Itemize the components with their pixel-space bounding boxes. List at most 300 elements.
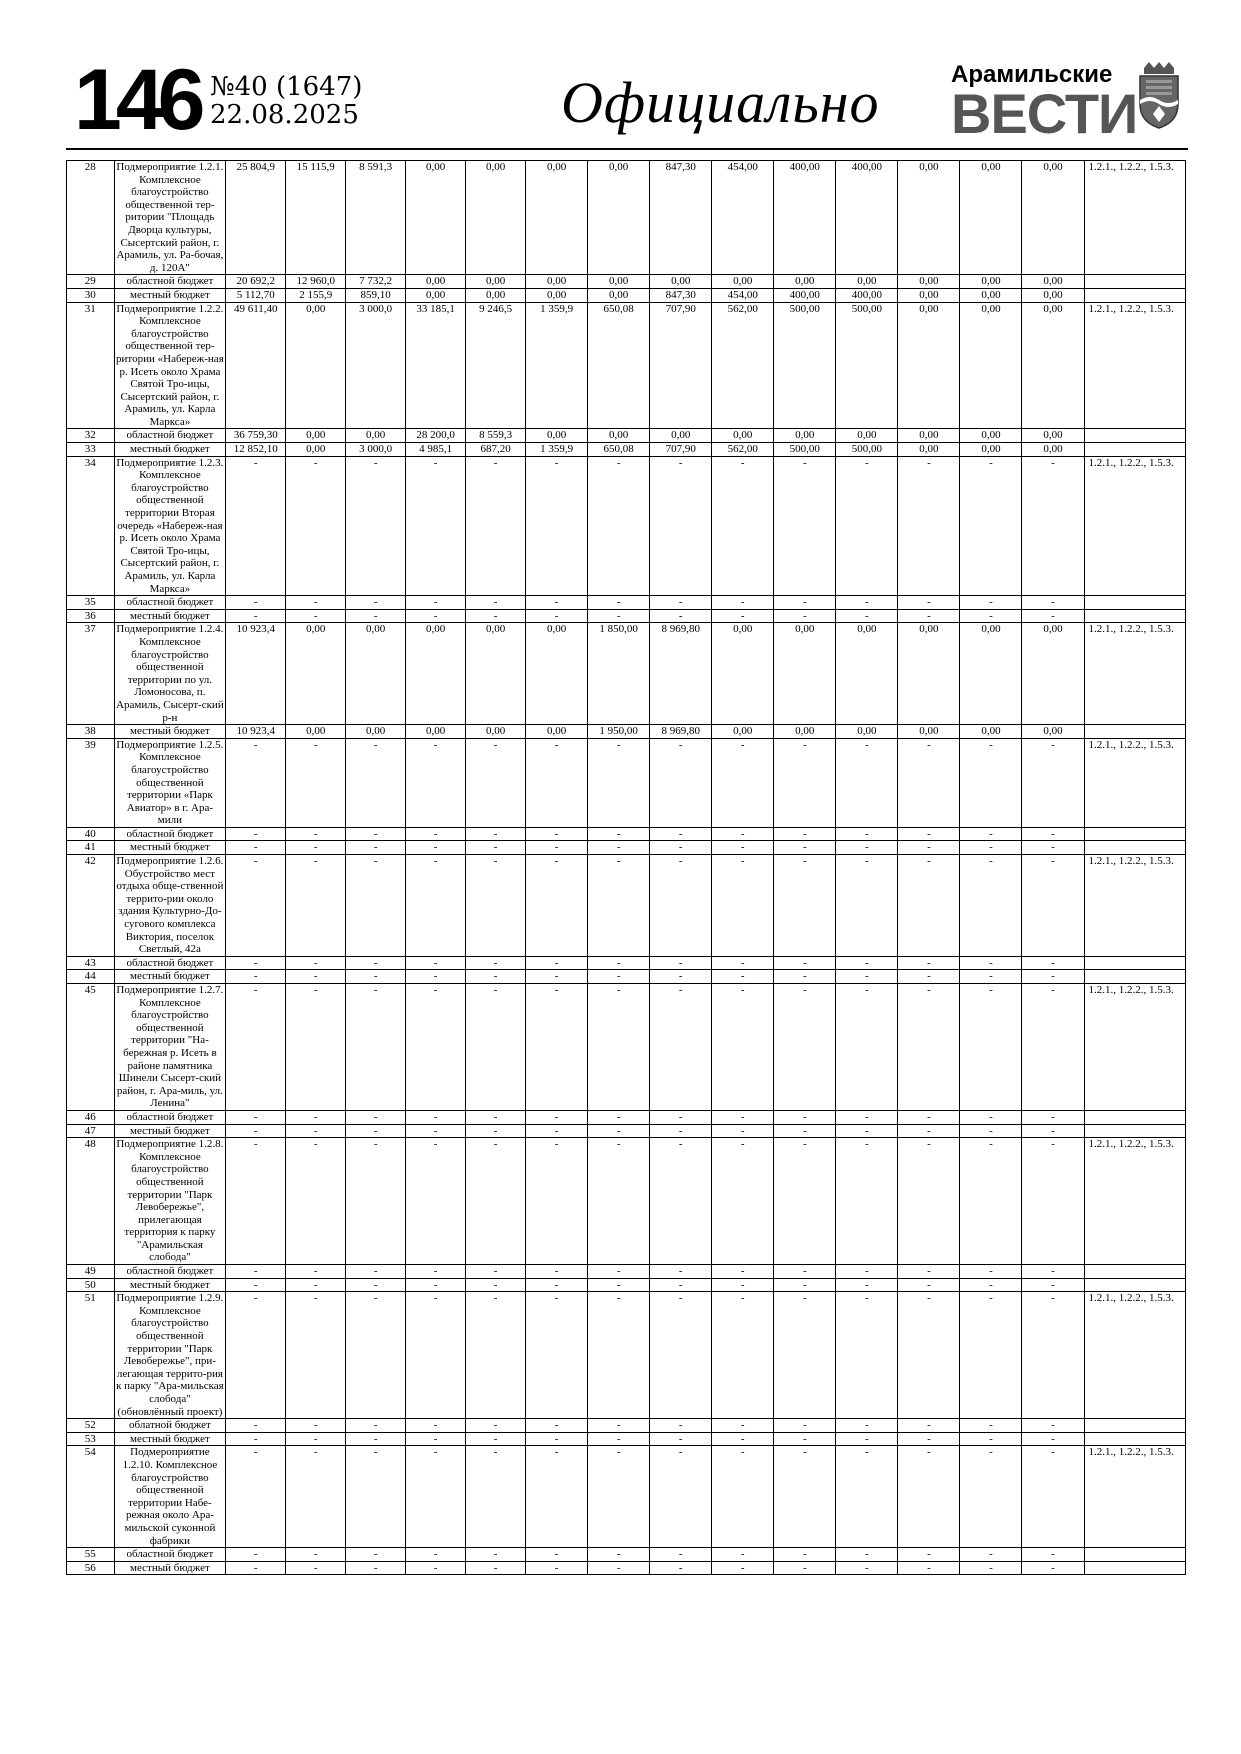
value-cell: - [960,956,1022,970]
value-cell: - [406,1124,466,1138]
value-cell: - [526,1561,588,1575]
row-name: Подмероприятие 1.2.10. Комплексное благоустройство общественной территории Набе-режная около Ара-мильской суконной фабрики [114,1446,226,1548]
row-number: 42 [67,855,115,957]
value-cell: - [898,970,960,984]
target-links [1084,725,1185,739]
value-cell: 650,08 [588,302,650,429]
value-cell: - [774,841,836,855]
value-cell: - [836,855,898,957]
value-cell: - [898,1292,960,1419]
value-cell: - [406,1265,466,1279]
value-cell: - [650,984,712,1111]
row-name: Подмероприятие 1.2.7. Комплексное благоустройство общественной территории "На-бережная р. Исеть в районе памятника Шинели Сысерт-ский район, г. Ара-миль, ул. Ленина" [114,984,226,1111]
value-cell: - [526,1432,588,1446]
table-row [67,970,1186,984]
value-cell: - [466,1446,526,1548]
value-cell: - [588,596,650,610]
table-body [67,161,1186,1575]
table-row [67,1124,1186,1138]
newspaper-logo [951,61,1138,145]
value-cell: - [960,1265,1022,1279]
value-cell: - [226,1561,286,1575]
table-row [67,456,1186,596]
value-cell: - [774,855,836,957]
value-cell: - [650,956,712,970]
target-links: 1.2.1., 1.2.2., 1.5.3. [1084,1292,1185,1419]
value-cell: - [226,1432,286,1446]
value-cell: - [898,609,960,623]
value-cell: - [898,1561,960,1575]
value-cell: 0,00 [286,725,346,739]
table-row [67,1110,1186,1124]
value-cell: - [774,1292,836,1419]
value-cell: - [1022,984,1084,1111]
row-name: местный бюджет [114,288,226,302]
value-cell: - [526,1124,588,1138]
target-links [1084,1548,1185,1562]
value-cell: 25 804,9 [226,161,286,275]
value-cell: - [466,1138,526,1265]
value-cell: - [712,1110,774,1124]
value-cell: - [712,456,774,596]
value-cell: - [650,1265,712,1279]
target-links: 1.2.1., 1.2.2., 1.5.3. [1084,1138,1185,1265]
value-cell: - [1022,1432,1084,1446]
value-cell: - [898,855,960,957]
table-row [67,1561,1186,1575]
value-cell: - [286,1548,346,1562]
value-cell: 562,00 [712,302,774,429]
value-cell: 707,90 [650,443,712,457]
value-cell: 0,00 [466,288,526,302]
value-cell: - [466,855,526,957]
value-cell: - [774,1110,836,1124]
value-cell: 0,00 [960,161,1022,275]
value-cell: - [526,827,588,841]
value-cell: - [226,596,286,610]
value-cell: 0,00 [588,429,650,443]
value-cell: 0,00 [406,288,466,302]
value-cell: - [466,956,526,970]
value-cell: 0,00 [898,443,960,457]
value-cell: - [588,855,650,957]
row-name: Подмероприятие 1.2.4. Комплексное благоустройство общественной территории по ул. Ломоносова, п. Арамиль, Сысерт-ский р-н [114,623,226,725]
value-cell: - [286,738,346,827]
value-cell: - [286,855,346,957]
value-cell: - [226,1548,286,1562]
value-cell: - [960,841,1022,855]
value-cell: 0,00 [836,623,898,725]
value-cell: - [898,456,960,596]
value-cell: 0,00 [712,725,774,739]
value-cell: - [466,1292,526,1419]
value-cell: - [466,1124,526,1138]
row-number: 51 [67,1292,115,1419]
row-name: местный бюджет [114,443,226,457]
value-cell: 847,30 [650,161,712,275]
row-number: 45 [67,984,115,1111]
value-cell: - [650,1124,712,1138]
value-cell: - [226,456,286,596]
value-cell: - [226,1419,286,1433]
value-cell: - [650,827,712,841]
target-links [1084,841,1185,855]
value-cell: - [286,1432,346,1446]
value-cell: - [774,596,836,610]
value-cell: 0,00 [346,725,406,739]
value-cell: - [836,609,898,623]
value-cell: - [650,1278,712,1292]
value-cell: 500,00 [774,443,836,457]
value-cell: 7 732,2 [346,275,406,289]
row-number: 32 [67,429,115,443]
value-cell: 0,00 [712,275,774,289]
value-cell: - [406,1432,466,1446]
target-links: 1.2.1., 1.2.2., 1.5.3. [1084,984,1185,1111]
value-cell: - [712,956,774,970]
value-cell: 0,00 [466,275,526,289]
value-cell: 15 115,9 [286,161,346,275]
row-number: 50 [67,1278,115,1292]
value-cell: 0,00 [588,161,650,275]
value-cell: - [1022,1278,1084,1292]
value-cell: - [1022,841,1084,855]
value-cell: - [406,1446,466,1548]
budget-table [66,160,1186,1575]
value-cell: - [526,1110,588,1124]
row-number: 47 [67,1124,115,1138]
value-cell: - [836,1292,898,1419]
row-name: областной бюджет [114,956,226,970]
value-cell: 3 000,0 [346,443,406,457]
value-cell: - [960,596,1022,610]
table-row [67,738,1186,827]
value-cell: 1 359,9 [526,443,588,457]
value-cell: - [526,841,588,855]
value-cell: - [712,609,774,623]
value-cell: 0,00 [346,623,406,725]
value-cell: - [346,984,406,1111]
row-number: 39 [67,738,115,827]
value-cell: - [898,738,960,827]
target-links [1084,1561,1185,1575]
value-cell: - [466,827,526,841]
target-links [1084,288,1185,302]
row-name: областной бюджет [114,1265,226,1279]
row-name: Подмероприятие 1.2.5. Комплексное благоустройство общественной территории «Парк Авиатор» в г. Ара-мили [114,738,226,827]
value-cell: - [526,1265,588,1279]
value-cell: - [346,456,406,596]
table-row [67,1138,1186,1265]
value-cell: - [526,970,588,984]
value-cell: 8 559,3 [466,429,526,443]
value-cell: - [650,1419,712,1433]
value-cell: - [1022,1265,1084,1279]
value-cell: 454,00 [712,288,774,302]
value-cell: 0,00 [286,429,346,443]
value-cell: 0,00 [526,623,588,725]
value-cell: - [774,456,836,596]
value-cell: 0,00 [1022,288,1084,302]
value-cell: - [346,1432,406,1446]
value-cell: - [650,596,712,610]
target-links [1084,1110,1185,1124]
value-cell: - [1022,1292,1084,1419]
value-cell: - [712,1265,774,1279]
value-cell: 28 200,0 [406,429,466,443]
table-row [67,443,1186,457]
value-cell: - [588,1446,650,1548]
value-cell: - [960,855,1022,957]
value-cell: - [960,738,1022,827]
value-cell: - [226,1446,286,1548]
value-cell: - [650,841,712,855]
value-cell: - [1022,1138,1084,1265]
value-cell: - [346,1124,406,1138]
value-cell: 0,00 [1022,725,1084,739]
value-cell: - [898,1138,960,1265]
value-cell: 0,00 [526,161,588,275]
value-cell: - [898,1278,960,1292]
value-cell: - [406,596,466,610]
row-number: 52 [67,1419,115,1433]
value-cell: 0,00 [286,623,346,725]
table-row [67,275,1186,289]
value-cell: 0,00 [406,161,466,275]
value-cell: - [346,609,406,623]
value-cell: - [286,827,346,841]
logo-bottom-text: ВЕСТИ [951,82,1138,145]
value-cell: - [836,1124,898,1138]
value-cell: 0,00 [960,288,1022,302]
issue-number: №40 (1647) [210,72,363,102]
value-cell: - [898,596,960,610]
value-cell: - [466,1278,526,1292]
value-cell: 0,00 [1022,161,1084,275]
value-cell: 0,00 [466,725,526,739]
row-number: 55 [67,1548,115,1562]
target-links [1084,956,1185,970]
value-cell: - [526,1292,588,1419]
value-cell: 0,00 [526,429,588,443]
row-name: областной бюджет [114,596,226,610]
value-cell: 454,00 [712,161,774,275]
value-cell: - [650,1548,712,1562]
table-row [67,609,1186,623]
value-cell: 400,00 [836,161,898,275]
value-cell: - [588,1124,650,1138]
value-cell: - [466,1561,526,1575]
value-cell: - [466,609,526,623]
value-cell: - [526,855,588,957]
table-row [67,302,1186,429]
value-cell: - [836,456,898,596]
value-cell: - [406,1138,466,1265]
table-row [67,984,1186,1111]
value-cell: - [286,970,346,984]
value-cell: - [466,841,526,855]
value-cell: - [712,738,774,827]
row-name: местный бюджет [114,841,226,855]
value-cell: - [836,1265,898,1279]
value-cell: 847,30 [650,288,712,302]
row-number: 28 [67,161,115,275]
value-cell: - [774,970,836,984]
value-cell: - [588,1419,650,1433]
value-cell: - [226,738,286,827]
value-cell: 500,00 [836,302,898,429]
value-cell: - [588,456,650,596]
value-cell: - [836,1548,898,1562]
value-cell: 400,00 [774,288,836,302]
value-cell: - [286,1292,346,1419]
value-cell: - [836,1432,898,1446]
value-cell: 0,00 [898,623,960,725]
value-cell: - [346,970,406,984]
value-cell: - [588,1138,650,1265]
row-name: областной бюджет [114,1548,226,1562]
value-cell: - [774,1419,836,1433]
value-cell: - [774,984,836,1111]
value-cell: - [898,1432,960,1446]
value-cell: - [712,855,774,957]
value-cell: - [650,1446,712,1548]
value-cell: - [286,1110,346,1124]
row-number: 33 [67,443,115,457]
table-row [67,1432,1186,1446]
value-cell: - [774,956,836,970]
value-cell: - [406,609,466,623]
value-cell: - [286,841,346,855]
row-name: Подмероприятие 1.2.8. Комплексное благоустройство общественной территории "Парк Левобережье", прилегающая территория к парку "Арамильская слобода" [114,1138,226,1265]
value-cell: - [406,970,466,984]
row-name: Подмероприятие 1.2.6. Обустройство мест отдыха обще-ственной террито-рии около здания Культурно-До-сугового комплекса Виктория, поселок Светлый, 42а [114,855,226,957]
value-cell: - [836,1278,898,1292]
value-cell: - [898,841,960,855]
value-cell: - [526,1446,588,1548]
target-links: 1.2.1., 1.2.2., 1.5.3. [1084,456,1185,596]
target-links [1084,1432,1185,1446]
value-cell: 500,00 [774,302,836,429]
row-name: областной бюджет [114,827,226,841]
value-cell: - [226,1110,286,1124]
value-cell: 0,00 [836,429,898,443]
value-cell: - [712,1124,774,1138]
value-cell: - [960,1138,1022,1265]
value-cell: - [286,984,346,1111]
value-cell: - [712,1419,774,1433]
value-cell: - [960,970,1022,984]
page-number: 146 [74,52,200,148]
target-links [1084,1124,1185,1138]
value-cell: - [526,456,588,596]
value-cell: - [836,970,898,984]
value-cell: - [346,1548,406,1562]
value-cell: - [712,984,774,1111]
value-cell: - [1022,956,1084,970]
value-cell: 5 112,70 [226,288,286,302]
value-cell: - [466,738,526,827]
value-cell: - [836,827,898,841]
value-cell: - [226,841,286,855]
value-cell: - [960,827,1022,841]
value-cell: - [650,855,712,957]
value-cell: - [588,1292,650,1419]
row-number: 31 [67,302,115,429]
row-number: 37 [67,623,115,725]
value-cell: - [286,1265,346,1279]
value-cell: 36 759,30 [226,429,286,443]
value-cell: - [898,1446,960,1548]
table-row [67,429,1186,443]
value-cell: - [526,609,588,623]
value-cell: 0,00 [898,725,960,739]
row-name: местный бюджет [114,1124,226,1138]
value-cell: - [650,970,712,984]
value-cell: - [346,1292,406,1419]
value-cell: 1 950,00 [588,725,650,739]
value-cell: 562,00 [712,443,774,457]
value-cell: - [406,1110,466,1124]
value-cell: - [406,956,466,970]
value-cell: 0,00 [1022,275,1084,289]
value-cell: - [466,596,526,610]
value-cell: - [466,984,526,1111]
section-title: Официально [561,70,880,135]
value-cell: - [286,609,346,623]
value-cell: - [406,1548,466,1562]
value-cell: - [960,1548,1022,1562]
value-cell: - [588,970,650,984]
value-cell: - [406,1561,466,1575]
value-cell: 8 969,80 [650,725,712,739]
value-cell: - [1022,609,1084,623]
issue-info [210,73,362,129]
value-cell: - [466,1110,526,1124]
value-cell: - [1022,1561,1084,1575]
value-cell: 1 850,00 [588,623,650,725]
row-number: 36 [67,609,115,623]
row-name: местный бюджет [114,725,226,739]
value-cell: - [226,1124,286,1138]
value-cell: 650,08 [588,443,650,457]
value-cell: 3 000,0 [346,302,406,429]
value-cell: 12 852,10 [226,443,286,457]
value-cell: - [526,984,588,1111]
value-cell: - [286,1419,346,1433]
value-cell: 2 155,9 [286,288,346,302]
target-links [1084,1265,1185,1279]
value-cell: - [650,1138,712,1265]
value-cell: - [960,1124,1022,1138]
value-cell: - [346,855,406,957]
value-cell: - [406,841,466,855]
value-cell: - [898,1548,960,1562]
value-cell: - [774,1138,836,1265]
value-cell: - [960,1561,1022,1575]
value-cell: - [1022,1124,1084,1138]
value-cell: - [346,596,406,610]
table-row [67,1292,1186,1419]
value-cell: - [1022,456,1084,596]
value-cell: - [526,956,588,970]
value-cell: - [960,1446,1022,1548]
value-cell: - [406,738,466,827]
target-links [1084,443,1185,457]
value-cell: 687,20 [466,443,526,457]
row-name: Подмероприятие 1.2.3. Комплексное благоустройство общественной территории Вторая очередь «Набереж-ная р. Исеть около Храма Святой Тро-ицы, Сысертский район, г. Арамиль, ул. Карла Маркса» [114,456,226,596]
value-cell: 0,00 [406,623,466,725]
